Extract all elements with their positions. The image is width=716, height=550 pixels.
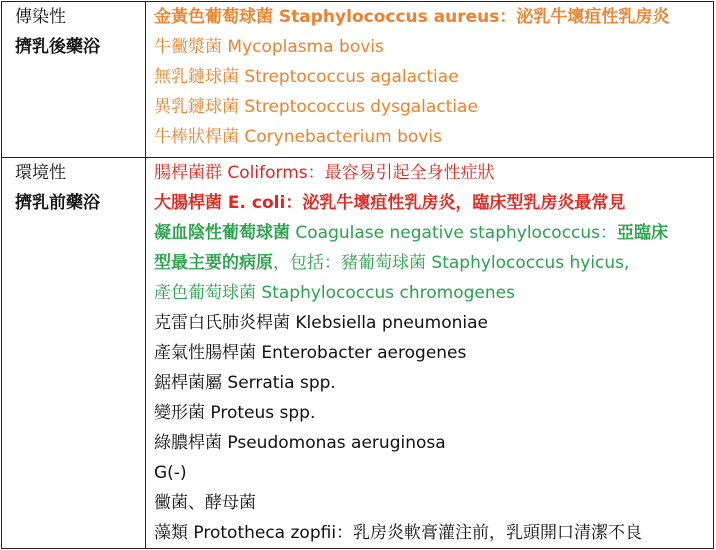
pathogen-line xyxy=(154,518,713,548)
environmental-row xyxy=(2,158,714,549)
pathogen-list-environmental xyxy=(146,158,714,549)
pathogen-line xyxy=(154,62,713,92)
pathogen-list-contagious xyxy=(146,2,714,158)
pathogen-text: 金黃色葡萄球菌 Staphylococcus aureus：泌乳牛壞疽性乳房炎 xyxy=(154,7,670,27)
pathogen-line xyxy=(154,188,713,218)
pathogen-line xyxy=(154,158,713,188)
pathogen-text: 綠膿桿菌 Pseudomonas aeruginosa xyxy=(154,433,446,453)
pathogen-text: 型最主要的病原 xyxy=(154,253,273,273)
pathogen-text: 牛黴漿菌 Mycoplasma bovis xyxy=(154,37,384,57)
category-dip-label: 擠乳後藥浴 xyxy=(15,37,100,57)
pathogen-line xyxy=(154,398,713,428)
category-dip-label: 擠乳前藥浴 xyxy=(15,193,100,213)
pathogen-text: 無乳鏈球菌 Streptococcus agalactiae xyxy=(154,67,459,87)
category-type-label: 傳染性 xyxy=(15,7,66,27)
pathogen-line xyxy=(154,308,713,338)
mastitis-pathogen-table xyxy=(1,1,714,549)
pathogen-line xyxy=(154,368,713,398)
pathogen-text: 鋸桿菌屬 Serratia spp. xyxy=(154,373,336,393)
pathogen-text: Coagulase negative staphylococcus： xyxy=(290,223,618,243)
pathogen-text: 大腸桿菌 E. coli：泌乳牛壞疽性乳房炎，臨床型乳房炎最常見 xyxy=(154,193,626,213)
pathogen-line xyxy=(154,428,713,458)
pathogen-text: 亞臨床 xyxy=(617,223,669,243)
pathogen-text: 克雷白氏肺炎桿菌 Klebsiella pneumoniae xyxy=(154,313,488,333)
pathogen-text: 凝血陰性葡萄球菌 xyxy=(154,223,290,243)
pathogen-line xyxy=(154,278,713,308)
pathogen-text: 異乳鏈球菌 Streptococcus dysgalactiae xyxy=(154,97,478,117)
pathogen-text: 產色葡萄球菌 Staphylococcus chromogenes xyxy=(154,283,515,303)
pathogen-text: ，包括：豬葡萄球菌 Staphylococcus hyicus, xyxy=(273,253,630,273)
pathogen-line xyxy=(154,122,713,152)
pathogen-text: 產氣性腸桿菌 Enterobacter aerogenes xyxy=(154,343,467,363)
pathogen-line xyxy=(154,458,713,488)
pathogen-text: 變形菌 Proteus spp. xyxy=(154,403,316,423)
contagious-row xyxy=(2,2,714,158)
pathogen-text: 藻類 Prototheca zopfii：乳房炎軟膏灌注前，乳頭開口清潔不良 xyxy=(154,523,643,543)
pathogen-line xyxy=(154,248,713,278)
pathogen-text: G(-) xyxy=(154,463,187,483)
category-cell-contagious xyxy=(2,2,146,158)
pathogen-line xyxy=(154,92,713,122)
pathogen-line xyxy=(154,488,713,518)
pathogen-line xyxy=(154,338,713,368)
pathogen-text: 黴菌、酵母菌 xyxy=(154,493,256,513)
pathogen-text: 腸桿菌群 Coliforms：最容易引起全身性症狀 xyxy=(154,163,495,183)
pathogen-line xyxy=(154,218,713,248)
category-cell-environmental xyxy=(2,158,146,549)
pathogen-line xyxy=(154,32,713,62)
pathogen-text: 牛棒狀桿菌 Corynebacterium bovis xyxy=(154,127,442,147)
category-type-label: 環境性 xyxy=(15,163,66,183)
pathogen-line xyxy=(154,2,713,32)
